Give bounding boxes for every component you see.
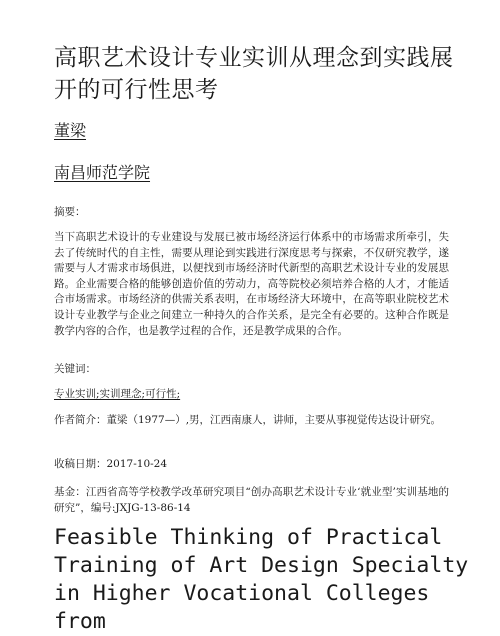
abstract-text: 当下高职艺术设计的专业建设与发展已被市场经济运行体系中的市场需求所牵引，失去了传统时代的自主性，需要从理论到实践进行深度思考与探索，不仅研究教学，遂需要与人才需求市场俱进，以便找到市场经济时代新型的高职艺术设计专业的发展思路。企业需要合格的能够创造价值的劳动力，高等院校必须培养合格的人才，才能适合市场需求。市场经济的供需关系表明，在市场经济大环境中，在高等职业院校艺术设计专业教学与企业之间建立一种持久的合作关系，是完全有必要的。这种合作既是教学内容的合作，也是教学过程的合作，还是教学成果的合作。 bbox=[54, 231, 449, 337]
affiliation-link[interactable]: 南昌师范学院 bbox=[54, 163, 151, 182]
author-link[interactable]: 董梁 bbox=[54, 121, 87, 140]
abstract-label: 摘要： bbox=[54, 206, 86, 218]
article-title: 高职艺术设计专业实训从理念到实践展开的可行性思考 bbox=[54, 45, 454, 103]
fund-info: 基金：江西省高等学校教学改革研究项目“创办高职艺术设计专业‘就业型’实训基地的研究”，编号:JXJG-13-86-14 bbox=[54, 486, 449, 514]
keywords-label: 关键词： bbox=[54, 363, 96, 375]
english-title: Feasible Thinking of Practical Training of Art Design Specialty in Higher Vocational Colleges from bbox=[54, 525, 469, 634]
received-date: 收稿日期：2017-10-24 bbox=[54, 458, 168, 470]
author-bio: 作者简介：董梁（1977—）,男，江西南康人，讲师，主要从事视觉传达设计研究。 bbox=[54, 414, 442, 426]
keywords-links[interactable]: 专业实训;实训理念;可行性; bbox=[54, 388, 181, 400]
